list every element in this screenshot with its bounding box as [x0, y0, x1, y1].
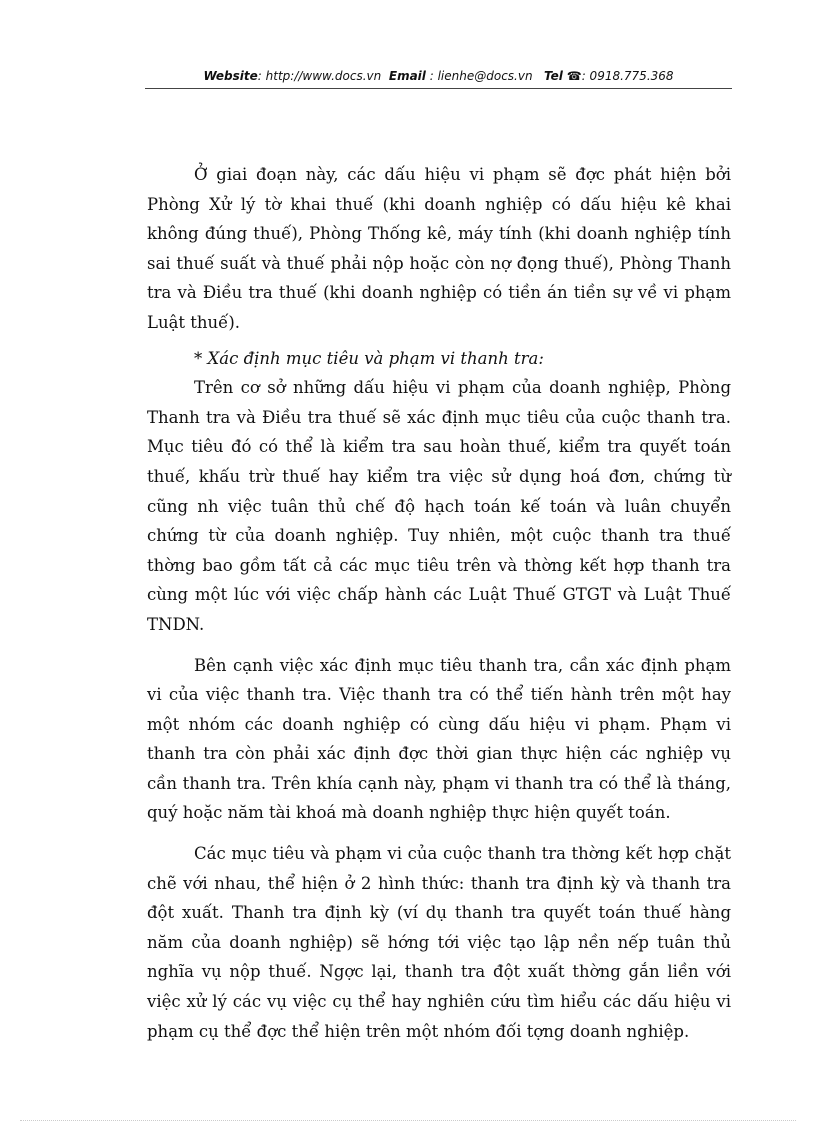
- website-value: : http://www.docs.vn: [257, 69, 382, 83]
- document-body: [147, 160, 731, 1046]
- subheading-objectives-scope: * Xác định mục tiêu và phạm vi thanh tra:: [194, 348, 544, 368]
- tel-label: Tel: [544, 69, 563, 83]
- phone-icon: ☎: [566, 69, 582, 83]
- email-value: : lienhe@docs.vn: [429, 69, 533, 83]
- page-header: [145, 64, 732, 89]
- paragraph-objectives: Trên cơ sở những dấu hiệu vi phạm của doanh nghiệp, Phòng Thanh tra và Điều tra thuế sẽ xác định mục tiêu của cuộc thanh tra. Mục tiêu đó có thể là kiểm tra sau hoàn thuế, kiểm tra quyết toán thuế, khấu trừ thuế hay kiểm tra việc sử dụng hoá đơn, chứng từ cũng nh việc tuân thủ chế độ hạch toán kế toán và luân chuyển chứng từ của doanh nghiệp. Tuy nhiên, một cuộc thanh tra thuế thờng bao gồm tất cả các mục tiêu trên và thờng kết hợp thanh tra cùng một lúc với việc chấp hành các Luật Thuế GTGT và Luật Thuế TNDN.: [147, 378, 731, 634]
- paragraph-detection: Ở giai đoạn này, các dấu hiệu vi phạm sẽ đợc phát hiện bởi Phòng Xử lý tờ khai thuế (khi doanh nghiệp có dấu hiệu kê khai không đúng thuế), Phòng Thống kê, máy tính (khi doanh nghiệp tính sai thuế suất và thuế phải nộp hoặc còn nợ đọng thuế), Phòng Thanh tra và Điều tra thuế (khi doanh nghiệp có tiền án tiền sự về vi phạm Luật thuế).: [147, 165, 731, 332]
- email-label: Email: [388, 69, 426, 83]
- page-footer-divider: [20, 1120, 796, 1121]
- tel-value: : 0918.775.368: [581, 69, 674, 83]
- paragraph-inspection-forms: Các mục tiêu và phạm vi của cuộc thanh tra thờng kết hợp chặt chẽ với nhau, thể hiện ở 2 hình thức: thanh tra định kỳ và thanh tra đột xuất. Thanh tra định kỳ (ví dụ thanh tra quyết toán thuế hàng năm của doanh nghiệp) sẽ hớng tới việc tạo lập nền nếp tuân thủ nghĩa vụ nộp thuế. Ngợc lại, thanh tra đột xuất thờng gắn liền với việc xử lý các vụ việc cụ thể hay nghiên cứu tìm hiểu các dấu hiệu vi phạm cụ thể đợc thể hiện trên một nhóm đối tợng doanh nghiệp.: [147, 844, 731, 1041]
- paragraph-scope: Bên cạnh việc xác định mục tiêu thanh tra, cần xác định phạm vi của việc thanh tra. Việc thanh tra có thể tiến hành trên một hay một nhóm các doanh nghiệp có cùng dấu hiệu vi phạm. Phạm vi thanh tra còn phải xác định đợc thời gian thực hiện các nghiệp vụ cần thanh tra. Trên khía cạnh này, phạm vi thanh tra có thể là tháng, quý hoặc năm tài khoá mà doanh nghiệp thực hiện quyết toán.: [147, 655, 731, 823]
- website-label: Website: [203, 69, 258, 83]
